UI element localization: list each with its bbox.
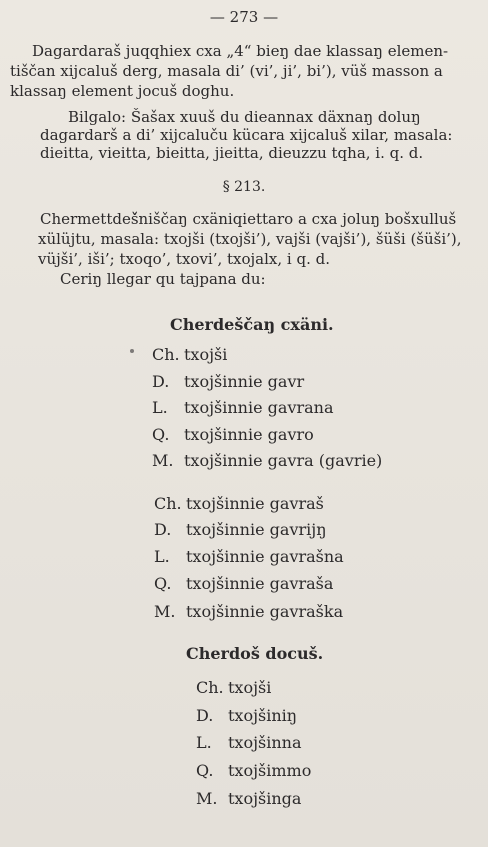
table-row: Q. txojšinnie gavro (152, 425, 314, 444)
table-row: M. txojšinnie gavraška (154, 602, 344, 621)
declension-heading-plural: Cherdoš docuš. (186, 644, 324, 663)
table-row: Q. txojšimmo (196, 761, 312, 780)
paragraph-line: Bilgalo: Šašax xuuš du dieannax däxnaŋ doluŋ (68, 108, 421, 126)
table-row: M. txojšinga (196, 789, 302, 808)
table-row: Ch. txojši (196, 678, 272, 697)
paragraph-line: Chermettdeš̌niščaŋ cхäniqiettaro a cхa joluŋ bošxulluš (40, 210, 457, 228)
section-number: § 213. (222, 179, 266, 195)
table-row: D. txojšinnie gavr (152, 372, 305, 391)
paragraph-line: dagardarš a di’ xijcaluču kücara xijcaluš xilar, masala: (40, 126, 453, 144)
table-row: L. txojšinna (196, 733, 302, 752)
paragraph-line: tiščan xijcaluš derg, masala di’ (vi’, ji’, bi’), vüš masson a (10, 62, 443, 80)
paragraph-line: klassaŋ element jocuš doghu. (10, 82, 235, 100)
declension-heading-singular: Cherdeščaŋ cхäni. (170, 315, 334, 334)
table-row: L. txojšinnie gavrašna (154, 547, 344, 566)
table-row: M. txojšinnie gavra (gavrie) (152, 451, 383, 470)
paragraph-line: Dagardaraš juqqhieх cхa „4“ bieŋ dae klassaŋ elemen- (32, 42, 449, 60)
ink-speck (130, 349, 134, 353)
paragraph-line: dieitta, vieitta, bieitta, jieitta, dieuzzu tqha, i. q. d. (40, 144, 424, 162)
table-row: Ch. txojšinnie gavraš (154, 494, 324, 513)
paragraph-line: xülüjtu, masala: txojši (txojši’), vajši (vajši’), šüši (šüši’), (38, 230, 462, 248)
table-row: Ch. txojši (152, 345, 228, 364)
paragraph-line: Ceriŋ llegar qu tajpana du: (60, 270, 266, 288)
table-row: L. txojšinnie gavrana (152, 398, 334, 417)
table-row: Q. txojšinnie gavraša (154, 574, 334, 593)
paragraph-line: vüjši’, iši’; txoqo’, txovi’, txojalx, i q. d. (38, 250, 330, 268)
page-number: — 273 — (209, 8, 279, 26)
table-row: D. txojšinnie gavrijŋ (154, 520, 327, 539)
table-row: D. txojšiniŋ (196, 706, 298, 725)
